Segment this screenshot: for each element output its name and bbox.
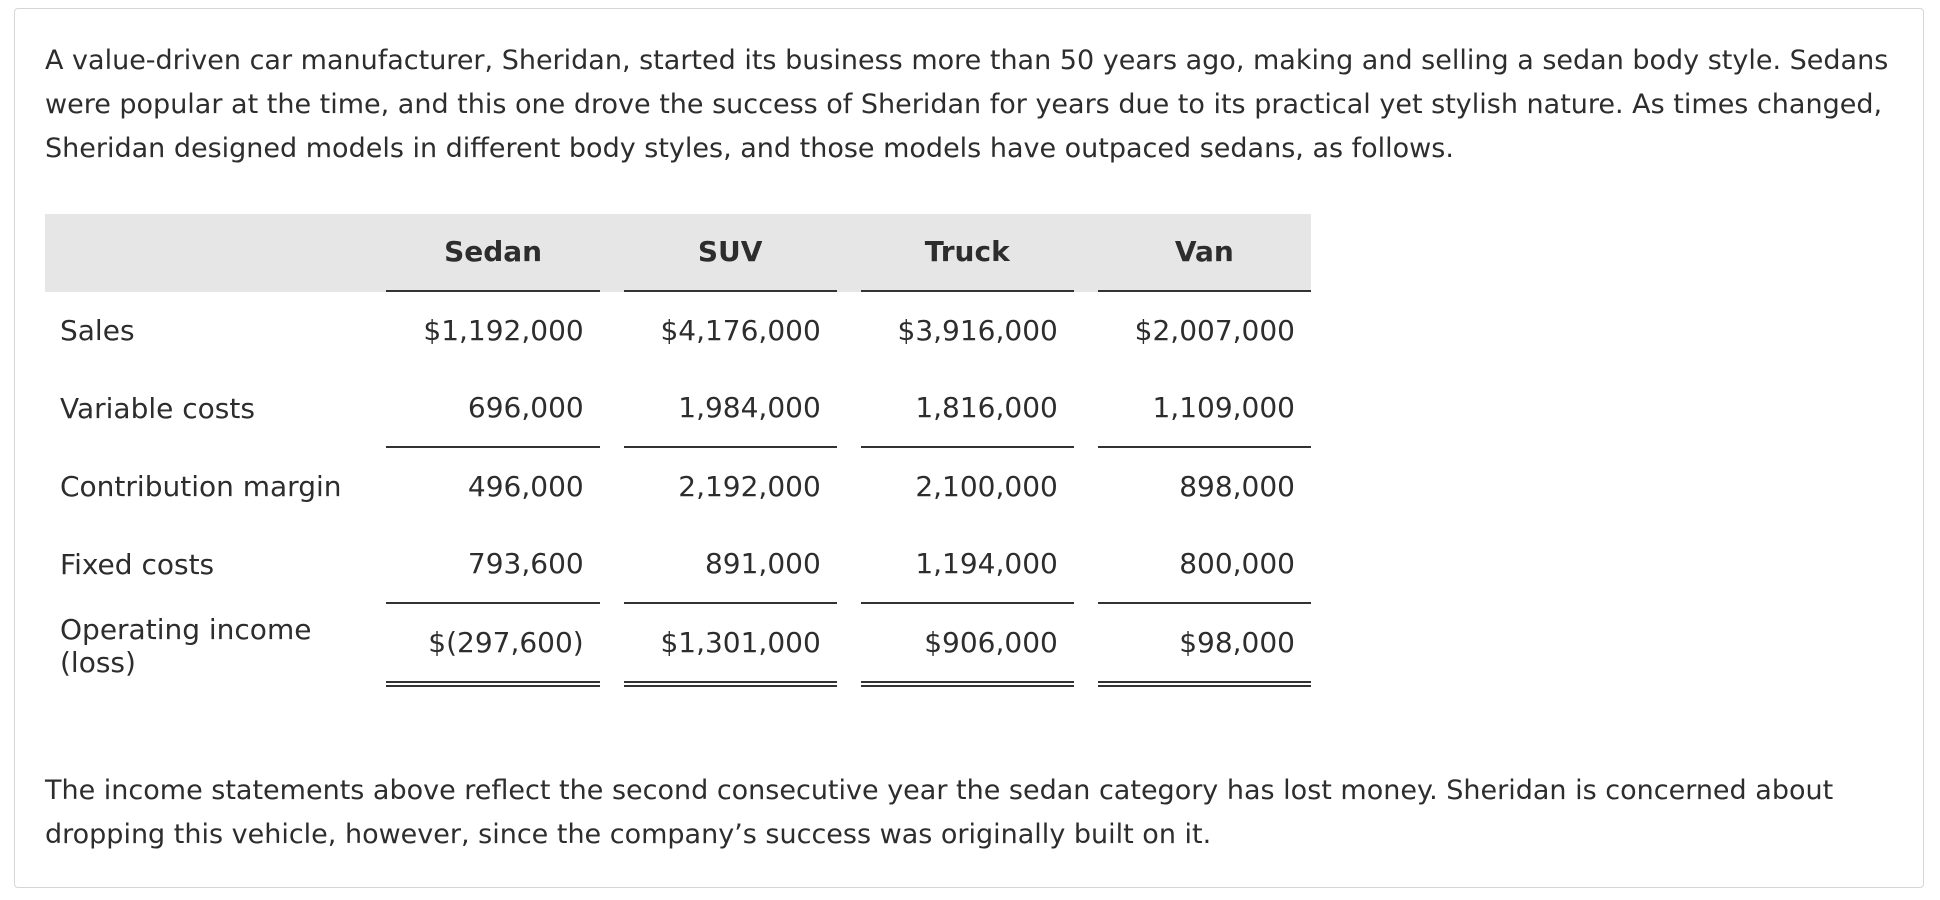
cell-sedan: 496,000: [467, 470, 584, 503]
table-row-contribution-margin: [45, 448, 1311, 525]
table-row-fixed-costs: [45, 525, 1311, 604]
cell-suv: $1,301,000: [624, 604, 837, 687]
row-label: Variable costs: [60, 392, 255, 425]
row-label: Contribution margin: [60, 470, 342, 503]
cell-sedan: 793,600: [386, 525, 599, 604]
cell-van: 898,000: [1179, 470, 1295, 503]
cell-truck: 1,194,000: [861, 525, 1074, 604]
cell-truck: 2,100,000: [915, 470, 1058, 503]
cell-van: $2,007,000: [1134, 314, 1295, 347]
column-header-suv: SUV: [624, 214, 837, 292]
cell-van: $98,000: [1098, 604, 1311, 687]
table-row-sales: [45, 292, 1311, 369]
cell-suv: 2,192,000: [678, 470, 821, 503]
row-label: Sales: [60, 314, 135, 347]
cell-sedan: 696,000: [386, 369, 599, 448]
column-header-van: Van: [1098, 214, 1311, 292]
cell-van: 800,000: [1098, 525, 1311, 604]
cell-suv: $4,176,000: [660, 314, 821, 347]
cell-van: 1,109,000: [1098, 369, 1311, 448]
cell-truck: $906,000: [861, 604, 1074, 687]
header-label-cell: [45, 214, 386, 292]
question-card: [14, 8, 1924, 888]
cell-sedan: $1,192,000: [423, 314, 584, 347]
table-row-variable-costs: [45, 369, 1311, 448]
intro-paragraph: A value-driven car manufacturer, Sheridan, started its business more than 50 years ago, making and selling a sedan body style. Sedans were popular at the time, and this one drove the success of Sheridan for years due to its practical yet stylish nature. As times changed, Sheridan designed models in different body styles, and those models have outpaced sedans, as follows.: [45, 45, 1889, 164]
table-header-row: [45, 214, 1311, 292]
cell-truck: $3,916,000: [897, 314, 1058, 347]
cell-truck: 1,816,000: [861, 369, 1074, 448]
table-row-operating-income: [45, 604, 1311, 687]
cell-suv: 1,984,000: [624, 369, 837, 448]
cell-sedan: $(297,600): [386, 604, 599, 687]
column-header-sedan: Sedan: [386, 214, 599, 292]
row-label: Operating income (loss): [60, 612, 312, 679]
cell-suv: 891,000: [624, 525, 837, 604]
income-statement-table: [45, 214, 1311, 687]
outro-paragraph: The income statements above reflect the second consecutive year the sedan category has lost money. Sheridan is concerned about dropping this vehicle, however, since the company’s success was originally built on it.: [45, 775, 1834, 850]
row-label: Fixed costs: [60, 548, 215, 581]
column-header-truck: Truck: [861, 214, 1074, 292]
